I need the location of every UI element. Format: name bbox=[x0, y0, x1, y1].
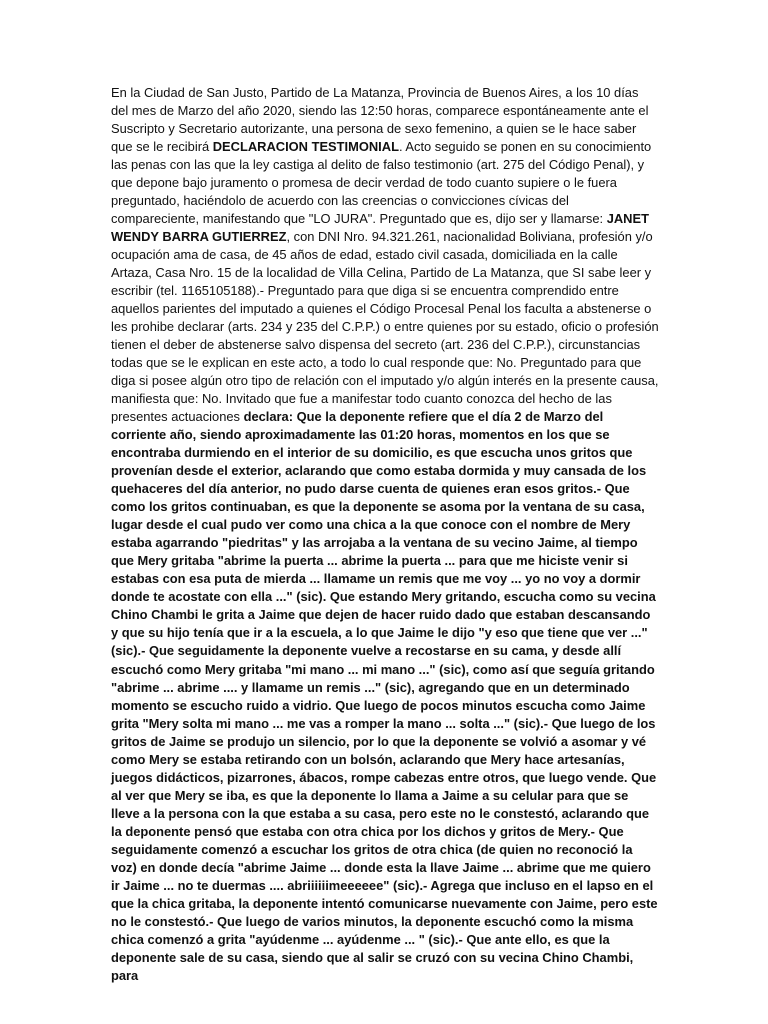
intro-text: En la Ciudad de San Justo, Partido de La Matanza, Provincia de Buenos Aires, a los 10 días del mes de Marzo del año 2020, siendo las 12:50 horas, comparece espontáneamente ante el Suscripto y Secretario autorizante, una persona de sexo femenino, a quien se le hace saber que se le recibirá bbox=[111, 85, 649, 155]
oath-text: . Acto seguido se ponen en su conocimiento las penas con las que la ley castiga al delito de falso testimonio (art. 275 del Código Penal), y que depone bajo juramento o promesa de decir verdad de todo cuanto supiere o le fuera preguntado, haciéndolo de acuerdo con las creencias o convicciones cívicas del compareciente, manifestando que "LO JURA". Preguntado que es, dijo ser y llamarse: bbox=[111, 139, 652, 227]
witness-details-text: , con DNI Nro. 94.321.261, nacionalidad Boliviana, profesión y/o ocupación ama de casa, de 45 años de edad, estado civil casada, domiciliada en la calle Artaza, Casa Nro. 15 de la localidad de Villa Celina, Partido de La Matanza, que SI sabe leer y escribir (tel. 1165105188).- Preguntado para que diga si se encuentra comprendido entre aquellos parientes del imputado a quienes el Código Procesal Penal los faculta a abstenerse o les prohibe declarar (arts. 234 y 235 del C.P.P.) o entre quienes por su estado, oficio o profesión tienen el deber de abstenerse salvo dispensa del secreto (art. 236 del C.P.P.), circunstancias todas que se le explican en este acto, a todo lo cual responde que: No. Preguntado para que diga si posee algún otro tipo de relación con el imputado y/o algún interés en la presente causa, manifiesta que: No. Invitado que fue a manifestar todo cuanto conozca del hecho de las presentes actuaciones bbox=[111, 229, 659, 425]
witness-name: JANET WENDY BARRA GUTIERREZ bbox=[111, 211, 649, 245]
declaration-title: DECLARACION TESTIMONIAL bbox=[212, 139, 399, 155]
document-page bbox=[111, 84, 659, 985]
testimony-paragraph bbox=[111, 84, 659, 985]
declaration-text: declara: Que la deponente refiere que el día 2 de Marzo del corriente año, siendo aproximadamente las 01:20 horas, momentos en los que se encontraba durmiendo en el interior de su domicilio, es que escucha unos gritos que provenían desde el exterior, aclarando que como estaba dormida y muy cansada de los quehaceres del día anterior, no pudo darse cuenta de quienes eran esos gritos.- Que como los gritos continuaban, es que la deponente se asoma por la ventana de su casa, lugar desde el cual pudo ver como una chica a la que conoce con el nombre de Mery estaba agarrando "piedritas" y las arrojaba a la ventana de su vecino Jaime, al tiempo que Mery gritaba "abrime la puerta ... abrime la puerta ... para que me hiciste venir si estabas con esa puta de mierda ... llamame un remis que me voy ... yo no voy a dormir donde te acostate con ella ..." (sic). Que estando Mery gritando, escucha como su vecina Chino Chambi le grita a Jaime que dejen de hacer ruido dado que estaban descansando y que su hijo tenía que ir a la escuela, a lo que Jaime le dijo "y eso que tiene que ver ..." (sic).- Que seguidamente la deponente vuelve a recostarse en su cama, y desde allí escuchó como Mery gritaba "mi mano ... mi mano ..." (sic), como así que seguía gritando "abrime ... abrime .... y llamame un remis ..." (sic), agregando que en un determinado momento se escucho ruido a vidrio. Que luego de pocos minutos escucha como Jaime grita "Mery solta mi mano ... me vas a romper la mano ... solta ..." (sic).- Que luego de los gritos de Jaime se produjo un silencio, por lo que la deponente se volvió a asomar y vé como Mery se estaba retirando con un bolsón, aclarando que Mery hace artesanías, juegos didácticos, pizarrones, ábacos, rompe cabezas entre otros, que luego vende. Que al ver que Mery se iba, es que la deponente lo llama a Jaime a su celular para que se lleve a la persona con la que estaba a su casa, pero este no le constestó, aclarando que la deponente pensó que estaba con otra chica por los dichos y gritos de Mery.- Que seguidamente comenzó a escuchar los gritos de otra chica (de quien no reconoció la voz) en donde decía "abrime Jaime ... donde esta la llave Jaime ... abrime que me quiero ir Jaime ... no te duermas .... abriiiiiimeeeeee" (sic).- Agrega que incluso en el lapso en el que la chica gritaba, la deponente intentó comunicarse nuevamente con Jaime, pero este no le constestó.- Que luego de varios minutos, la deponente escuchó como la misma chica comenzó a grita "ayúdenme ... ayúdenme ... " (sic).- Que ante ello, es que la deponente sale de su casa, siendo que al salir se cruzó con su vecina Chino Chambi, para bbox=[111, 409, 658, 983]
